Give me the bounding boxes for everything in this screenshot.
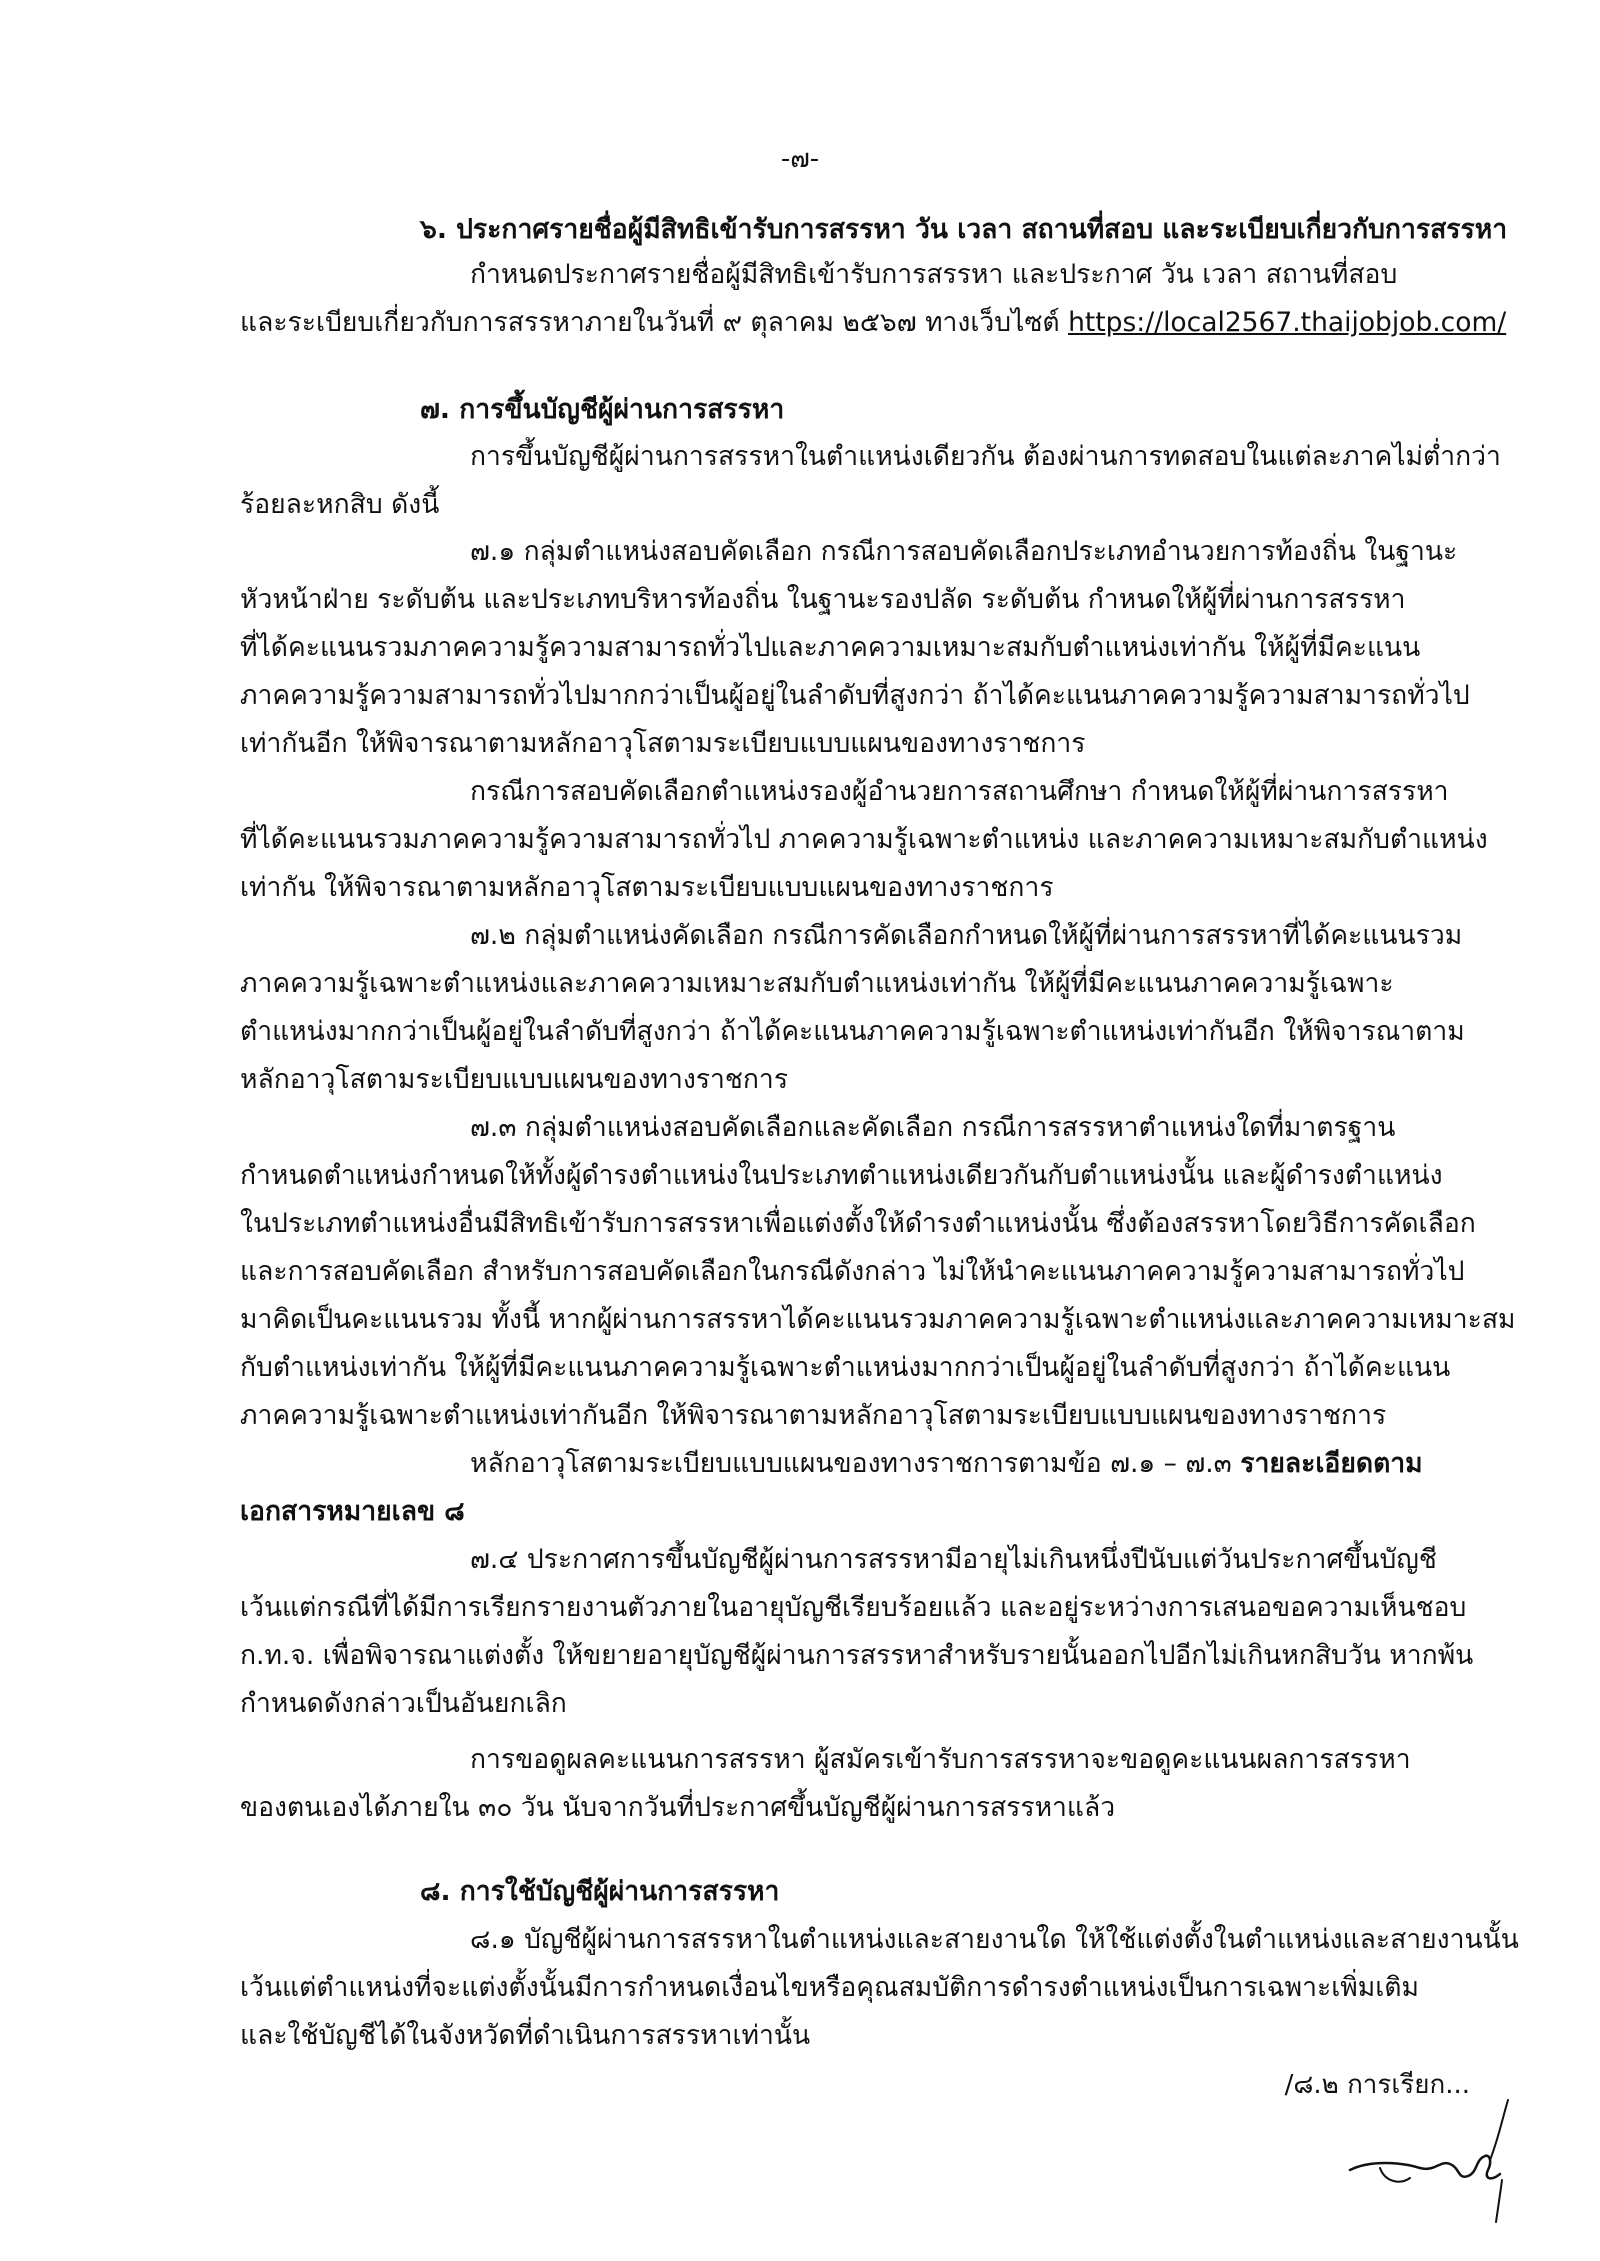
para-7-3-line6: กับตำแหน่งเท่ากัน ให้ผู้ที่มีคะแนนภาคความรู้เฉพาะตำแหน่งมากกว่าเป็นผู้อยู่ในลำดับที่สูงกว่า ถ้าได้คะแนน xyxy=(240,1352,1451,1383)
section6-heading: ๖. ประกาศรายชื่อผู้มีสิทธิเข้ารับการสรรหา วัน เวลา สถานที่สอบ และระเบียบเกี่ยวกับการสรรหา xyxy=(420,214,1508,245)
section8-heading: ๘. การใช้บัญชีผู้ผ่านการสรรหา xyxy=(420,1876,780,1907)
para-7-2-line1: ๗.๒ กลุ่มตำแหน่งคัดเลือก กรณีการคัดเลือกกำหนดให้ผู้ที่ผ่านการสรรหาที่ได้คะแนนรวม xyxy=(470,920,1463,951)
para-7-4b-line2: ของตนเองได้ภายใน ๓๐ วัน นับจากวันที่ประกาศขึ้นบัญชีผู้ผ่านการสรรหาแล้ว xyxy=(240,1792,1116,1823)
para-7-1-line1: ๗.๑ กลุ่มตำแหน่งสอบคัดเลือก กรณีการสอบคัดเลือกประเภทอำนวยการท้องถิ่น ในฐานะ xyxy=(470,536,1458,567)
para-7-1-line4: ภาคความรู้ความสามารถทั่วไปมากกว่าเป็นผู้อยู่ในลำดับที่สูงกว่า ถ้าได้คะแนนภาคความรู้ความสามารถทั่วไป xyxy=(240,680,1470,711)
para-7-4-line3: ก.ท.จ. เพื่อพิจารณาแต่งตั้ง ให้ขยายอายุบัญชีผู้ผ่านการสรรหาสำหรับรายนั้นออกไปอีกไม่เกินหกสิบวัน หากพ้น xyxy=(240,1640,1474,1671)
section7-intro-line1: การขึ้นบัญชีผู้ผ่านการสรรหาในตำแหน่งเดียวกัน ต้องผ่านการทดสอบในแต่ละภาคไม่ต่ำกว่า xyxy=(470,441,1501,472)
section6-line1: กำหนดประกาศรายชื่อผู้มีสิทธิเข้ารับการสรรหา และประกาศ วัน เวลา สถานที่สอบ xyxy=(470,259,1398,290)
para-7-4b-line1: การขอดูผลคะแนนการสรรหา ผู้สมัครเข้ารับการสรรหาจะขอดูคะแนนผลการสรรหา xyxy=(470,1744,1411,1775)
para-7-3-line3: ในประเภทตำแหน่งอื่นมีสิทธิเข้ารับการสรรหาเพื่อแต่งตั้งให้ดำรงตำแหน่งนั้น ซึ่งต้องสรรหาโดยวิธีการคัดเลือก xyxy=(240,1208,1476,1239)
para-7-3-line5: มาคิดเป็นคะแนนรวม ทั้งนี้ หากผู้ผ่านการสรรหาได้คะแนนรวมภาคความรู้เฉพาะตำแหน่งและภาคความเหมาะสม xyxy=(240,1304,1516,1335)
para-7-2-line2: ภาคความรู้เฉพาะตำแหน่งและภาคความเหมาะสมกับตำแหน่งเท่ากัน ให้ผู้ที่มีคะแนนภาคความรู้เฉพาะ xyxy=(240,968,1394,999)
para-7-3-line2: กำหนดตำแหน่งกำหนดให้ทั้งผู้ดำรงตำแหน่งในประเภทตำแหน่งเดียวกันกับตำแหน่งนั้น และผู้ดำรงตำแหน่ง xyxy=(240,1160,1443,1191)
para-7-3b-bold: รายละเอียดตาม xyxy=(1240,1448,1423,1479)
para-8-1-line2: เว้นแต่ตำแหน่งที่จะแต่งตั้งนั้นมีการกำหนดเงื่อนไขหรือคุณสมบัติการดำรงตำแหน่งเป็นการเฉพาะเพิ่มเติม xyxy=(240,1972,1419,2003)
continued-footer: /๘.๒ การเรียก... xyxy=(1284,2070,1470,2100)
para-7-1-line3: ที่ได้คะแนนรวมภาคความรู้ความสามารถทั่วไปและภาคความเหมาะสมกับตำแหน่งเท่ากัน ให้ผู้ที่มีคะแนน xyxy=(240,632,1421,663)
section6-line2-text: และระเบียบเกี่ยวกับการสรรหาภายในวันที่ ๙ ตุลาคม ๒๕๖๗ ทางเว็บไซต์ xyxy=(240,307,1060,338)
para-7-4-line2: เว้นแต่กรณีที่ได้มีการเรียกรายงานตัวภายในอายุบัญชีเรียบร้อยแล้ว และอยู่ระหว่างการเสนอขอความเห็นชอบ xyxy=(240,1592,1467,1623)
para-7-3-line7: ภาคความรู้เฉพาะตำแหน่งเท่ากันอีก ให้พิจารณาตามหลักอาวุโสตามระเบียบแบบแผนของทางราชการ xyxy=(240,1400,1387,1431)
section7-heading: ๗. การขึ้นบัญชีผู้ผ่านการสรรหา xyxy=(420,394,785,425)
section7-intro-line2: ร้อยละหกสิบ ดังนี้ xyxy=(240,489,440,520)
para-7-1b-line1: กรณีการสอบคัดเลือกตำแหน่งรองผู้อำนวยการสถานศึกษา กำหนดให้ผู้ที่ผ่านการสรรหา xyxy=(470,776,1449,807)
para-7-3-line4: และการสอบคัดเลือก สำหรับการสอบคัดเลือกในกรณีดังกล่าว ไม่ให้นำคะแนนภาคความรู้ความสามารถทั่วไป xyxy=(240,1256,1465,1287)
para-7-3-line1: ๗.๓ กลุ่มตำแหน่งสอบคัดเลือกและคัดเลือก กรณีการสรรหาตำแหน่งใดที่มาตรฐาน xyxy=(470,1112,1396,1143)
para-7-4-line4: กำหนดดังกล่าวเป็นอันยกเลิก xyxy=(240,1688,567,1719)
para-7-1-line2: หัวหน้าฝ่าย ระดับต้น และประเภทบริหารท้องถิ่น ในฐานะรองปลัด ระดับต้น กำหนดให้ผู้ที่ผ่านการสรรหา xyxy=(240,584,1406,615)
para-7-3b-line2: เอกสารหมายเลข ๘ xyxy=(240,1496,465,1527)
para-7-2-line3: ตำแหน่งมากกว่าเป็นผู้อยู่ในลำดับที่สูงกว่า ถ้าได้คะแนนภาคความรู้เฉพาะตำแหน่งเท่ากันอีก ให้พิจารณาตาม xyxy=(240,1016,1465,1047)
para-7-1-line5: เท่ากันอีก ให้พิจารณาตามหลักอาวุโสตามระเบียบแบบแผนของทางราชการ xyxy=(240,728,1086,759)
para-7-3b-text: หลักอาวุโสตามระเบียบแบบแผนของทางราชการตามข้อ ๗.๑ – ๗.๓ xyxy=(470,1448,1232,1479)
signature-mark xyxy=(1340,2090,1520,2230)
para-8-1-line1: ๘.๑ บัญชีผู้ผ่านการสรรหาในตำแหน่งและสายงานใด ให้ใช้แต่งตั้งในตำแหน่งและสายงานนั้น xyxy=(470,1924,1519,1955)
page-number: -๗- xyxy=(780,144,820,174)
para-7-1b-line3: เท่ากัน ให้พิจารณาตามหลักอาวุโสตามระเบียบแบบแผนของทางราชการ xyxy=(240,872,1054,903)
website-link[interactable]: https://local2567.thaijobjob.com/ xyxy=(1068,307,1507,338)
para-7-3b-line1 xyxy=(470,1442,1423,1486)
section6-line2 xyxy=(240,301,1506,345)
para-8-1-line3: และใช้บัญชีได้ในจังหวัดที่ดำเนินการสรรหาเท่านั้น xyxy=(240,2020,811,2051)
para-7-2-line4: หลักอาวุโสตามระเบียบแบบแผนของทางราชการ xyxy=(240,1064,789,1095)
para-7-1b-line2: ที่ได้คะแนนรวมภาคความรู้ความสามารถทั่วไป ภาคความรู้เฉพาะตำแหน่ง และภาคความเหมาะสมกับตำแหน่ง xyxy=(240,824,1488,855)
para-7-4-line1: ๗.๔ ประกาศการขึ้นบัญชีผู้ผ่านการสรรหามีอายุไม่เกินหนึ่งปีนับแต่วันประกาศขึ้นบัญชี xyxy=(470,1544,1437,1575)
